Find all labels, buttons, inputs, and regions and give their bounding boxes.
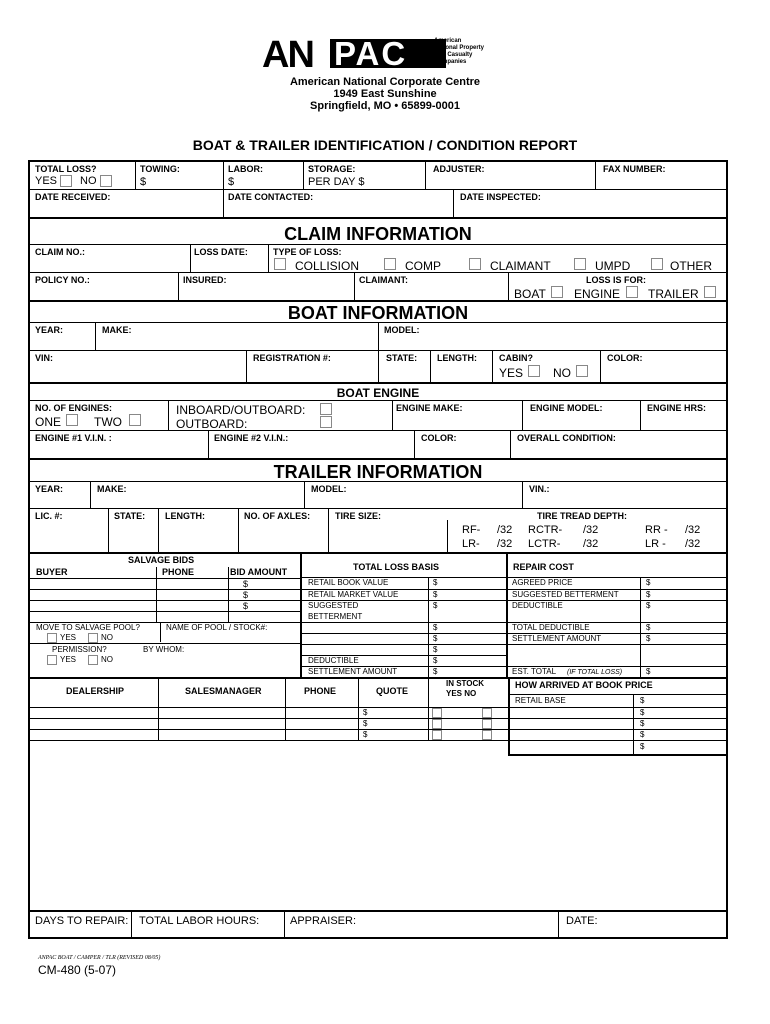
total-loss-label: TOTAL LOSS? <box>35 164 97 174</box>
other-label: OTHER <box>670 259 712 273</box>
labor-label: LABOR: <box>228 164 263 174</box>
permission-label: PERMISSION? <box>52 645 107 654</box>
dealership-col: DEALERSHIP <box>66 686 125 696</box>
comp-checkbox[interactable] <box>384 258 396 270</box>
cabin-yes-label: YES <box>499 366 524 380</box>
bid-amount-col: BID AMOUNT <box>230 567 288 577</box>
repair-cost-heading: REPAIR COST <box>513 562 574 572</box>
storage-per-day: PER DAY $ <box>308 176 365 188</box>
rc-deductible: DEDUCTIBLE <box>512 601 563 610</box>
rc-if-total-loss: (IF TOTAL LOSS) <box>567 669 623 676</box>
engine-model-label: ENGINE MODEL: <box>530 403 603 413</box>
total-loss-basis-heading: TOTAL LOSS BASIS <box>353 562 440 572</box>
tlb-retail-book-value: RETAIL BOOK VALUE <box>308 578 389 587</box>
tread-rr-label: RR - <box>645 524 668 536</box>
tread-rf-label: RF- <box>462 524 481 536</box>
tire-tread-depth-label: TIRE TREAD DEPTH: <box>537 511 627 521</box>
lic-label: LIC. #: <box>35 511 63 521</box>
anpac-logo <box>262 36 522 72</box>
fax-number-label: FAX NUMBER: <box>603 164 666 174</box>
boat-length-label: LENGTH: <box>437 353 477 363</box>
total-labor-hours-label: TOTAL LABOR HOURS: <box>139 915 260 927</box>
total-loss-no-label: NO <box>80 175 97 187</box>
tread-lctr-unit: /32 <box>583 538 599 550</box>
adjuster-label: ADJUSTER: <box>433 164 485 174</box>
cabin-no-checkbox[interactable] <box>576 365 588 377</box>
rc-est-total: EST. TOTAL <box>512 667 557 676</box>
bid-dollar-3: $ <box>243 601 249 611</box>
trailer-state-label: STATE: <box>114 511 146 521</box>
boat-state-label: STATE: <box>386 353 418 363</box>
stock-no-checkbox-2[interactable] <box>482 719 492 729</box>
boat-year-label: YEAR: <box>35 325 64 335</box>
collision-label: COLLISION <box>295 259 360 273</box>
book-dollar-3: $ <box>640 719 645 728</box>
stock-yes-checkbox-2[interactable] <box>432 719 442 729</box>
tread-lr-label: LR- <box>462 538 480 550</box>
inboard-outboard-label: INBOARD/OUTBOARD: <box>176 403 306 417</box>
pool-yes-label: YES <box>60 633 77 642</box>
salvage-bids-heading: SALVAGE BIDS <box>128 555 195 565</box>
rc-dollar-3: $ <box>646 601 651 610</box>
tread-rctr-unit: /32 <box>583 524 599 536</box>
book-dollar-1: $ <box>640 696 645 705</box>
appraiser-label: APPRAISER: <box>290 915 357 927</box>
claimant-checkbox[interactable] <box>469 258 481 270</box>
no-of-axles-label: NO. OF AXLES: <box>244 511 311 521</box>
overall-condition-label: OVERALL CONDITION: <box>517 433 616 443</box>
boat-information-heading: BOAT INFORMATION <box>287 303 469 323</box>
policy-no-label: POLICY NO.: <box>35 275 90 285</box>
claim-no-label: CLAIM NO.: <box>35 247 85 257</box>
type-of-loss-label: TYPE OF LOSS: <box>273 247 342 257</box>
total-loss-no-checkbox[interactable] <box>100 175 112 187</box>
date-label: DATE: <box>566 915 598 927</box>
engine-option-label: ENGINE <box>574 287 621 301</box>
engine-color-label: COLOR: <box>421 433 457 443</box>
tread-lr2-label: LR - <box>645 538 666 550</box>
permission-yes-checkbox[interactable] <box>47 655 57 665</box>
permission-yes-label: YES <box>60 655 77 664</box>
trailer-checkbox[interactable] <box>704 286 716 298</box>
address-line-3: Springfield, MO • 65899-0001 <box>310 100 460 112</box>
tlb-dollar-5: $ <box>433 634 438 643</box>
storage-label: STORAGE: <box>308 164 356 174</box>
pool-no-checkbox[interactable] <box>88 633 98 643</box>
engine-make-label: ENGINE MAKE: <box>396 403 463 413</box>
move-to-salvage-pool-label: MOVE TO SALVAGE POOL? <box>36 623 140 632</box>
tlb-dollar-8: $ <box>433 667 438 676</box>
form-title: BOAT & TRAILER IDENTIFICATION / CONDITION REPORT <box>192 137 578 153</box>
outboard-label: OUTBOARD: <box>176 417 248 431</box>
boat-make-label: MAKE: <box>102 325 132 335</box>
form-number: CM-480 (5-07) <box>38 963 117 977</box>
tlb-retail-market-value: RETAIL MARKET VALUE <box>308 590 399 599</box>
book-dollar-4: $ <box>640 730 645 739</box>
book-dollar-5: $ <box>640 742 645 751</box>
cabin-no-label: NO <box>553 366 571 380</box>
towing-label: TOWING: <box>140 164 180 174</box>
tread-rr-unit: /32 <box>685 524 701 536</box>
umpd-checkbox[interactable] <box>574 258 586 270</box>
quote-dollar-1: $ <box>363 708 368 717</box>
buyer-col: BUYER <box>36 567 68 577</box>
logo-sub-2: National Property <box>434 45 485 51</box>
cabin-yes-checkbox[interactable] <box>528 365 540 377</box>
tlb-betterment: BETTERMENT <box>308 612 363 621</box>
tlb-dollar-6: $ <box>433 645 438 654</box>
labor-dollar: $ <box>228 176 235 188</box>
comp-label: COMP <box>405 259 441 273</box>
notes-area[interactable] <box>30 756 726 910</box>
engine-checkbox[interactable] <box>626 286 638 298</box>
rc-dollar-5: $ <box>646 634 651 643</box>
other-checkbox[interactable] <box>651 258 663 270</box>
boat-engine-heading: BOAT ENGINE <box>336 386 420 400</box>
rc-dollar-4: $ <box>646 623 651 632</box>
tlb-dollar-3: $ <box>433 601 438 610</box>
tread-rf-unit: /32 <box>497 524 513 536</box>
boat-color-label: COLOR: <box>607 353 643 363</box>
rc-settlement-amount: SETTLEMENT AMOUNT <box>512 634 602 643</box>
rc-dollar-6: $ <box>646 667 651 676</box>
tlb-settlement-amount: SETTLEMENT AMOUNT <box>308 667 398 676</box>
logo-sub-4: Companies <box>434 59 467 65</box>
svg-text:PAC: PAC <box>334 36 408 70</box>
boat-checkbox[interactable] <box>551 286 563 298</box>
rc-dollar-2: $ <box>646 590 651 599</box>
collision-checkbox[interactable] <box>274 258 286 270</box>
engine-1-vin-label: ENGINE #1 V.I.N. : <box>35 433 112 443</box>
towing-dollar: $ <box>140 176 147 188</box>
engines-one-label: ONE <box>35 415 62 429</box>
form-revision-note: ANPAC BOAT / CAMPER / TLR (REVISED 08/05) <box>38 955 161 961</box>
trailer-information-heading: TRAILER INFORMATION <box>273 462 483 482</box>
engine-hrs-label: ENGINE HRS: <box>647 403 707 413</box>
umpd-label: UMPD <box>595 259 631 273</box>
book-price-heading: HOW ARRIVED AT BOOK PRICE <box>515 680 653 690</box>
logo-sub-1: American <box>434 38 462 44</box>
tread-lr2-unit: /32 <box>685 538 701 550</box>
boat-vin-label: VIN: <box>35 353 53 363</box>
engines-two-label: TWO <box>94 415 122 429</box>
stock-yes-checkbox-3[interactable] <box>432 730 442 740</box>
days-to-repair-label: DAYS TO REPAIR: <box>35 915 129 927</box>
rc-agreed-price: AGREED PRICE <box>512 578 573 587</box>
stock-no-checkbox-3[interactable] <box>482 730 492 740</box>
engine-2-vin-label: ENGINE #2 V.I.N.: <box>214 433 289 443</box>
rc-suggested-betterment: SUGGESTED BETTERMENT <box>512 590 619 599</box>
in-stock-yes-no: YES NO <box>446 689 477 698</box>
trailer-length-label: LENGTH: <box>165 511 205 521</box>
pool-no-label: NO <box>101 633 113 642</box>
bid-dollar-1: $ <box>243 579 249 589</box>
tire-size-label: TIRE SIZE: <box>335 511 382 521</box>
address-line-2: 1949 East Sunshine <box>333 88 437 100</box>
boat-model-label: MODEL: <box>384 325 420 335</box>
total-loss-yes-checkbox[interactable] <box>60 175 72 187</box>
salesmanager-col: SALESMANAGER <box>185 686 262 696</box>
trailer-option-label: TRAILER <box>648 287 699 301</box>
rc-dollar-1: $ <box>646 578 651 587</box>
trailer-make-label: MAKE: <box>97 484 127 494</box>
by-whom-label: BY WHOM: <box>143 645 185 654</box>
stock-yes-checkbox-1[interactable] <box>432 708 442 718</box>
claim-information-heading: CLAIM INFORMATION <box>284 224 472 244</box>
permission-no-label: NO <box>101 655 113 664</box>
svg-text:AN: AN <box>262 36 313 70</box>
tlb-dollar-2: $ <box>433 590 438 599</box>
dealer-phone-col: PHONE <box>304 686 337 696</box>
engines-two-checkbox[interactable] <box>129 414 141 426</box>
date-inspected-label: DATE INSPECTED: <box>460 192 541 202</box>
permission-no-checkbox[interactable] <box>88 655 98 665</box>
quote-dollar-2: $ <box>363 719 368 728</box>
in-stock-col: IN STOCK <box>446 679 485 688</box>
no-of-engines-label: NO. OF ENGINES: <box>35 403 113 413</box>
insured-label: INSURED: <box>183 275 227 285</box>
tlb-dollar-1: $ <box>433 578 438 587</box>
quote-col: QUOTE <box>376 686 409 696</box>
quote-dollar-3: $ <box>363 730 368 739</box>
tlb-deductible: DEDUCTIBLE <box>308 656 359 665</box>
salvage-phone-col: PHONE <box>162 567 195 577</box>
trailer-vin-label: VIN.: <box>529 484 550 494</box>
address-line-1: American National Corporate Centre <box>289 76 481 88</box>
book-dollar-2: $ <box>640 708 645 717</box>
bid-dollar-2: $ <box>243 590 249 600</box>
stock-no-checkbox-1[interactable] <box>482 708 492 718</box>
loss-is-for-label: LOSS IS FOR: <box>586 275 647 285</box>
date-contacted-label: DATE CONTACTED: <box>228 192 314 202</box>
inboard-outboard-checkbox[interactable] <box>320 403 332 415</box>
total-loss-yes-label: YES <box>35 175 58 187</box>
pool-yes-checkbox[interactable] <box>47 633 57 643</box>
claimant-label: CLAIMANT: <box>359 275 408 285</box>
claimant-option-label: CLAIMANT <box>490 259 551 273</box>
tlb-dollar-4: $ <box>433 623 438 632</box>
engines-one-checkbox[interactable] <box>66 414 78 426</box>
date-received-label: DATE RECEIVED: <box>35 192 111 202</box>
boat-option-label: BOAT <box>514 287 546 301</box>
cabin-label: CABIN? <box>499 353 533 363</box>
tlb-suggested: SUGGESTED <box>308 601 359 610</box>
tread-lr-unit: /32 <box>497 538 513 550</box>
tread-rctr-label: RCTR- <box>528 524 563 536</box>
loss-date-label: LOSS DATE: <box>194 247 248 257</box>
logo-sub-3: And Casualty <box>434 52 473 58</box>
tlb-dollar-7: $ <box>433 656 438 665</box>
registration-label: REGISTRATION #: <box>253 353 331 363</box>
trailer-year-label: YEAR: <box>35 484 64 494</box>
retail-base-label: RETAIL BASE <box>515 696 566 705</box>
tread-lctr-label: LCTR- <box>528 538 561 550</box>
rc-total-deductible: TOTAL DEDUCTIBLE <box>512 623 590 632</box>
name-of-pool-label: NAME OF POOL / STOCK#: <box>166 623 268 632</box>
trailer-model-label: MODEL: <box>311 484 347 494</box>
outboard-checkbox[interactable] <box>320 416 332 428</box>
